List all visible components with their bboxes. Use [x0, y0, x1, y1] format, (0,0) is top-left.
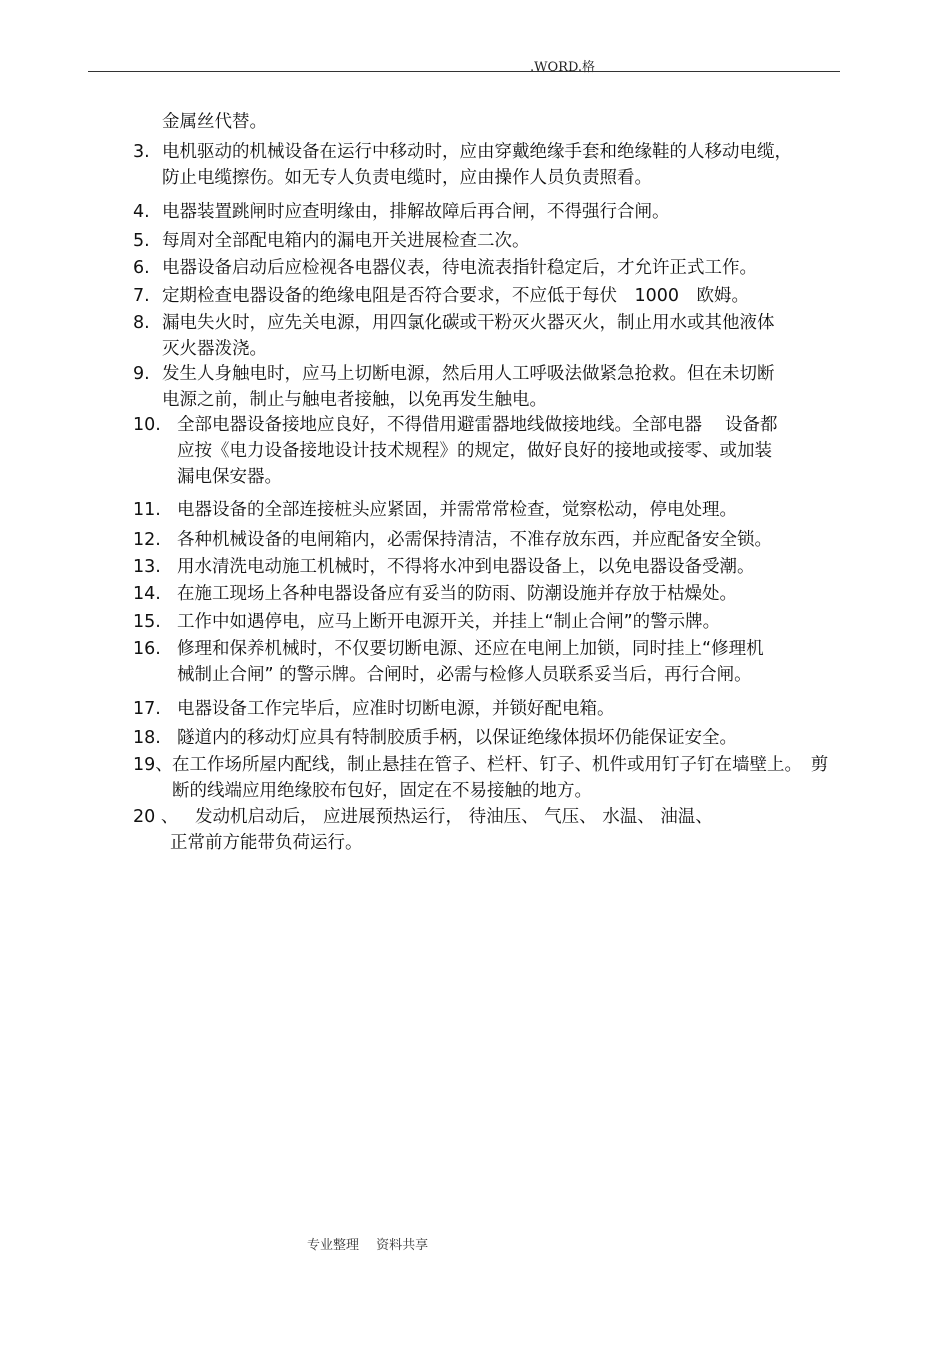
item-text-line: 漏电失火时，应先关电源，用四氯化碳或干粉灭火器灭火，制止用水或其他液体 — [162, 313, 775, 333]
item-text-line: 防止电缆擦伤。如无专人负责电缆时，应由操作人员负责照看。 — [162, 168, 652, 188]
item-text-line: 漏电保安器。 — [177, 467, 282, 487]
item-number: 12. — [133, 530, 161, 550]
item-text-line: 用水清洗电动施工机械时，不得将水冲到电器设备上，以免电器设备受潮。 — [177, 557, 755, 577]
item-number: 8. — [133, 313, 150, 333]
item-number: 6. — [133, 258, 150, 278]
item-text-line: 正常前方能带负荷运行。 — [170, 833, 363, 853]
item-text-line: 发生人身触电时，应马上切断电源，然后用人工呼吸法做紧急抢救。但在未切断 — [162, 364, 775, 384]
item-text-line: 工作中如遇停电，应马上断开电源开关，并挂上“制止合闸”的警示牌。 — [177, 612, 721, 632]
item-text-line: 在施工现场上各种电器设备应有妥当的防雨、防潮设施并存放于枯燥处。 — [177, 584, 737, 604]
item-text-line: 每周对全部配电箱内的漏电开关进展检查二次。 — [162, 231, 530, 251]
item-number: 7. — [133, 286, 150, 306]
header-text: .WORD.格 — [530, 60, 596, 75]
item-text-line: 电器装置跳闸时应查明缘由，排解故障后再合闸，不得强行合闸。 — [162, 202, 670, 222]
item-text-line: 电源之前，制止与触电者接触，以免再发生触电。 — [162, 390, 547, 410]
item-number: 14. — [133, 584, 161, 604]
item-text-line: 电机驱动的机械设备在运行中移动时，应由穿戴绝缘手套和绝缘鞋的人移动电缆， — [162, 142, 792, 162]
item-number: 5. — [133, 231, 150, 251]
item-text-line: 各种机械设备的电闸箱内，必需保持清洁，不准存放东西，并应配备安全锁。 — [177, 530, 772, 550]
item-text-line: 电器设备的全部连接桩头应紧固，并需常常检查，觉察松动，停电处理。 — [177, 500, 737, 520]
item-number: 9. — [133, 364, 150, 384]
item-text-line: 全部电器设备接地应良好，不得借用避雷器地线做接地线。全部电器 设备都 — [177, 415, 778, 435]
item-text-line: 电器设备启动后应检视各电器仪表，待电流表指针稳定后，才允许正式工作。 — [162, 258, 757, 278]
item-number: 16. — [133, 639, 161, 659]
item-number: 19、 — [133, 755, 173, 775]
item-number: 11. — [133, 500, 161, 520]
item-number: 20 、 — [133, 807, 179, 827]
header-rule — [88, 71, 840, 72]
item-number: 10. — [133, 415, 161, 435]
item-text-line: 修理和保养机械时，不仅要切断电源、还应在电闸上加锁，同时挂上“修理机 — [177, 639, 764, 659]
item-number: 18. — [133, 728, 161, 748]
item-text-line: 在工作场所屋内配线，制止悬挂在管子、栏杆、钉子、机件或用钉子钉在墙壁上。 剪 — [172, 755, 829, 775]
item-number: 15. — [133, 612, 161, 632]
item-number: 4. — [133, 202, 150, 222]
item-text-line: 电器设备工作完毕后，应准时切断电源，并锁好配电箱。 — [177, 699, 615, 719]
item-text-line: 应按《电力设备接地设计技术规程》的规定，做好良好的接地或接零、或加装 — [177, 441, 772, 461]
item-text-line: 械制止合闸” 的警示牌。合闸时，必需与检修人员联系妥当后，再行合闸。 — [177, 665, 752, 685]
page-footer: 专业整理 资料共享 — [307, 1238, 429, 1253]
item-number: 13. — [133, 557, 161, 577]
item-number: 17. — [133, 699, 161, 719]
item-text-line: 定期检查电器设备的绝缘电阻是否符合要求，不应低于每伏 1000 欧姆。 — [162, 286, 750, 306]
item-text-line: 隧道内的移动灯应具有特制胶质手柄，以保证绝缘体损坏仍能保证安全。 — [177, 728, 737, 748]
item-text-line: 断的线端应用绝缘胶布包好，固定在不易接触的地方。 — [172, 781, 592, 801]
item-text-line: 灭火器泼浇。 — [162, 339, 267, 359]
item-number: 3. — [133, 142, 150, 162]
item-text-line: 金属丝代替。 — [162, 112, 267, 132]
item-text-line: 发动机启动后， 应进展预热运行， 待油压、 气压、 水温、 油温、 — [195, 807, 713, 827]
